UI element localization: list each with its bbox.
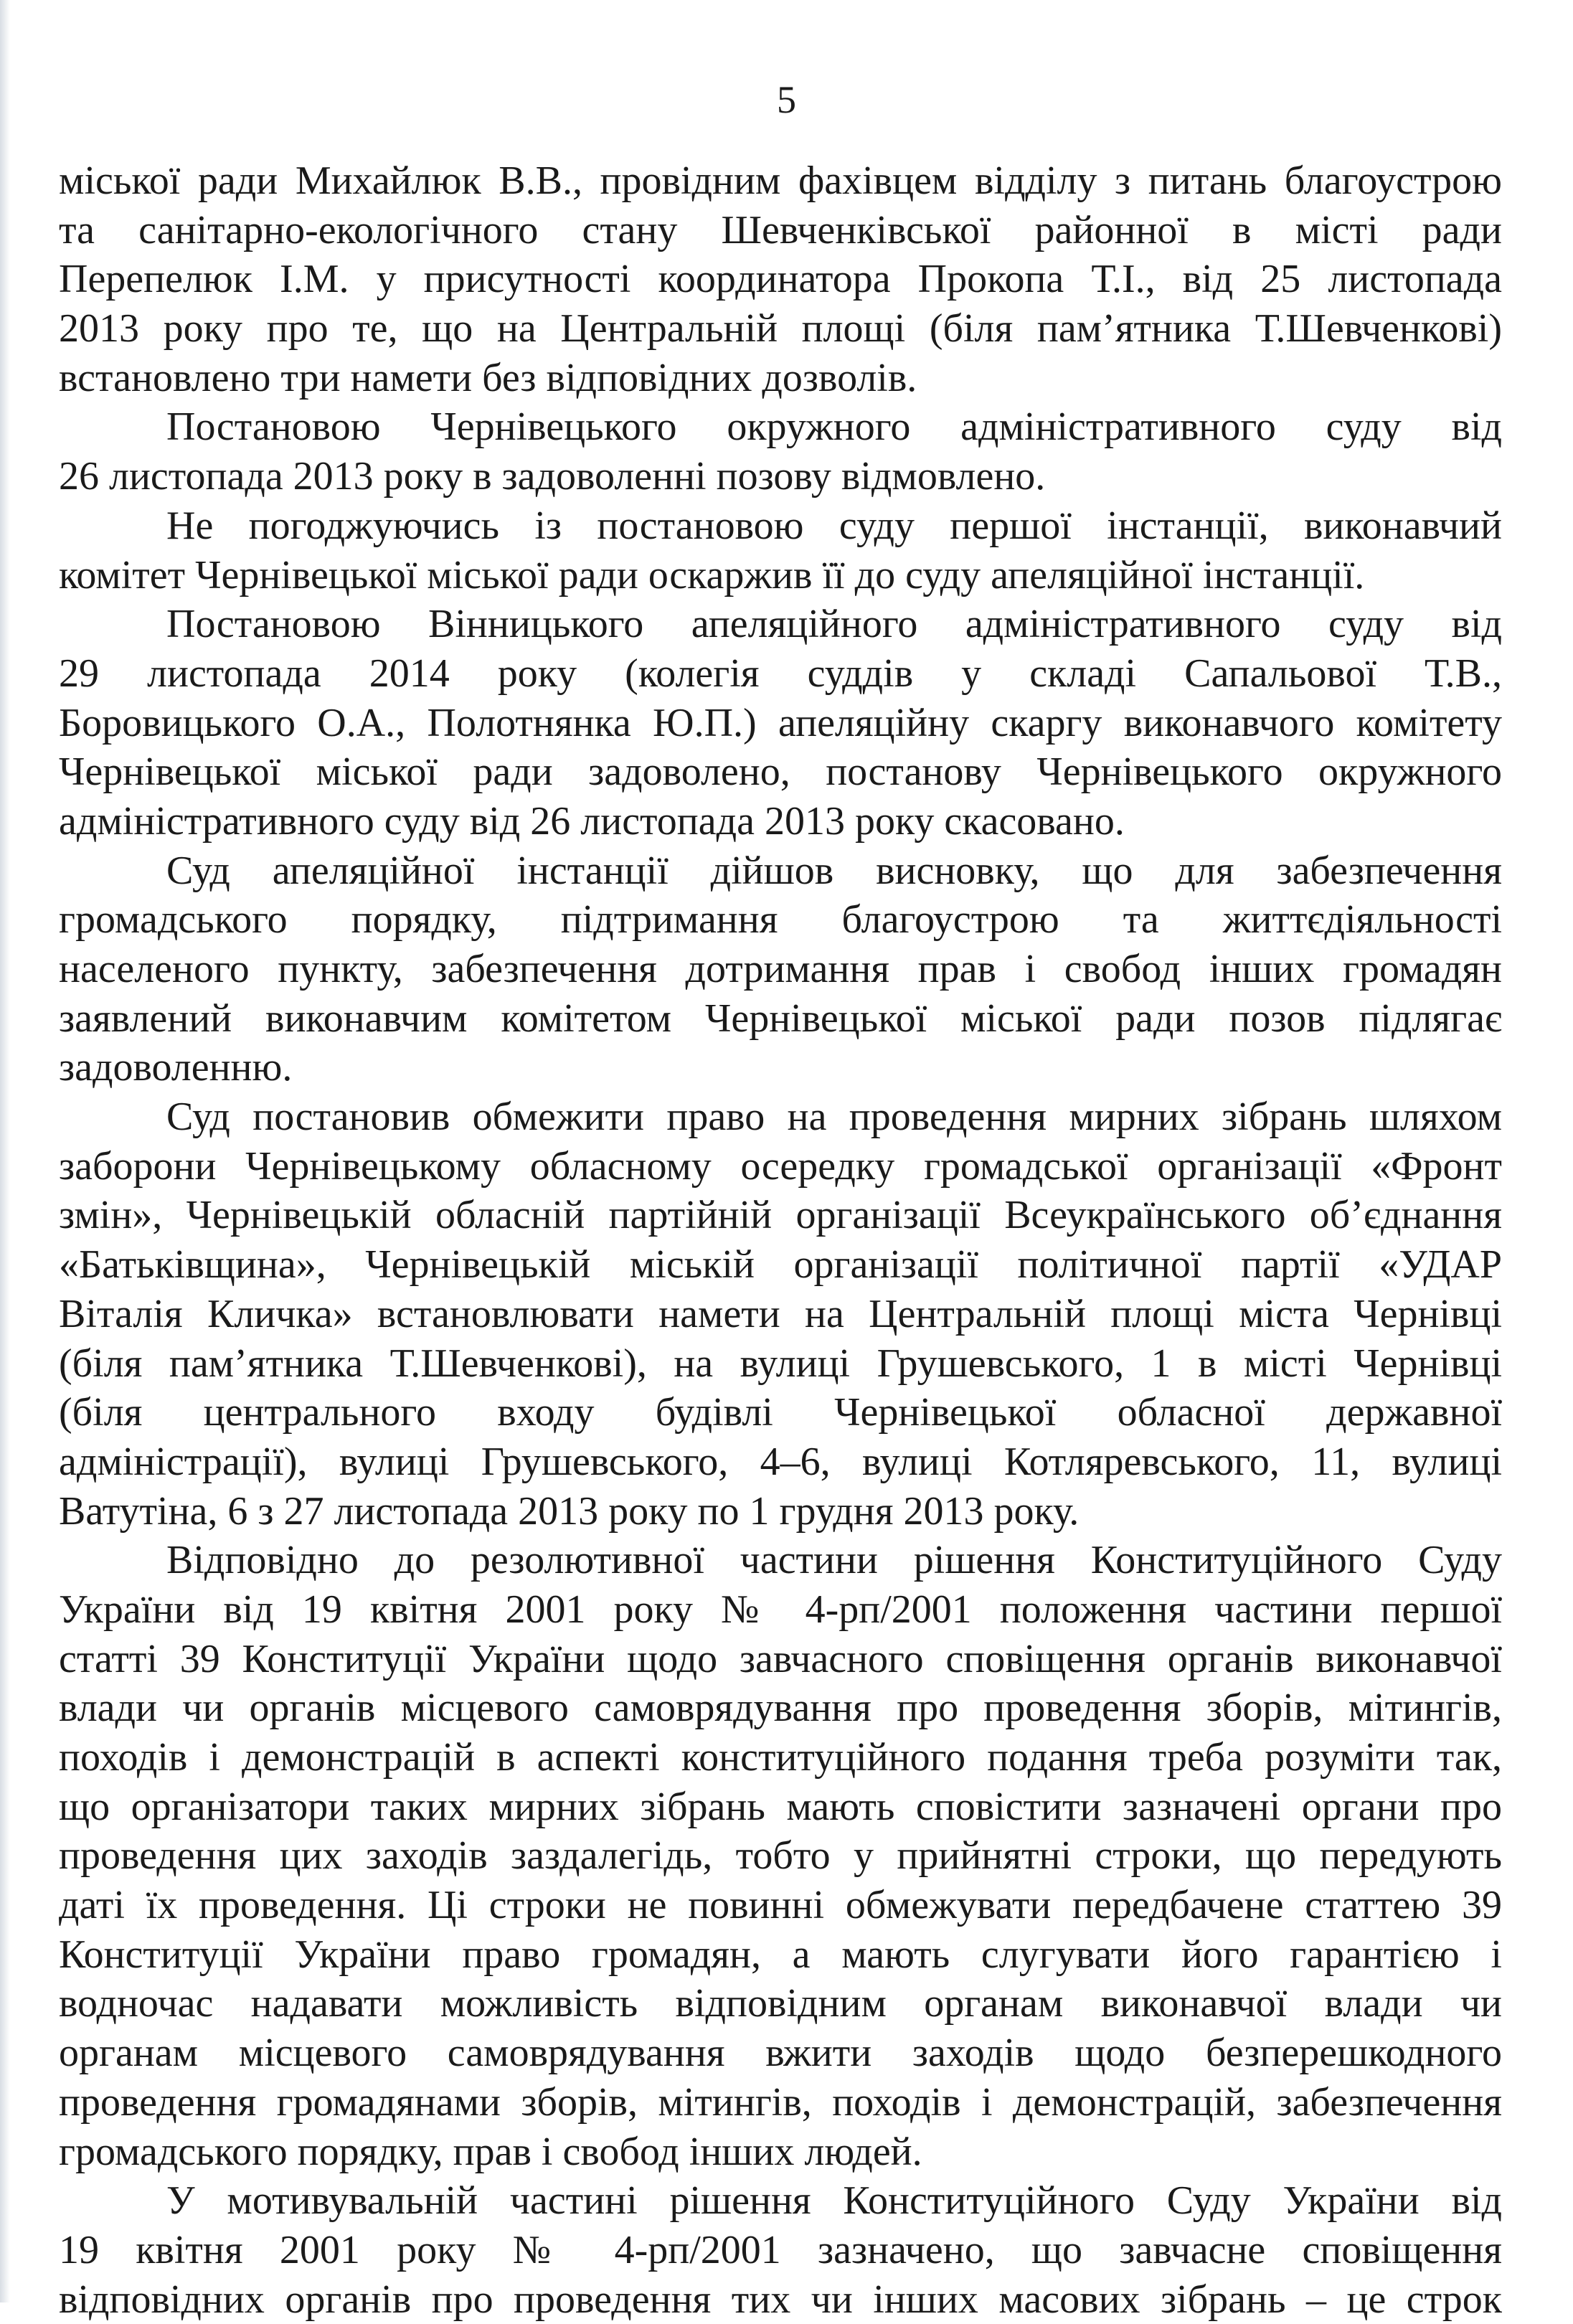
text-line: 29 листопада 2014 року (колегія суддів у складі Сапальової Т.В., — [59, 651, 1502, 696]
text-line: громадського порядку, прав і свобод інших людей. — [59, 2129, 922, 2174]
paragraph — [59, 2176, 1502, 2324]
text-line: Перепелюк І.М. у присутності координатора Прокопа Т.І., від 25 листопада — [59, 257, 1502, 302]
text-line: відповідних органів про проведення тих чи інших масових зібрань – це строк — [59, 2277, 1502, 2322]
text-line: 19 квітня 2001 року № 4-рп/2001 зазначено, що завчасне сповіщення — [59, 2227, 1502, 2272]
text-line: що організатори таких мирних зібрань мають сповістити зазначені органи про — [59, 1784, 1502, 1829]
text-line: (біля центрального входу будівлі Чернівецької обласної державної — [59, 1390, 1502, 1435]
text-line: проведення громадянами зборів, мітингів, походів і демонстрацій, забезпечення — [59, 2079, 1502, 2125]
paragraph — [59, 1092, 1502, 1536]
text-line: Ватутіна, 6 з 27 листопада 2013 року по 1 грудня 2013 року. — [59, 1488, 1080, 1534]
text-line: водночас надавати можливість відповідним органам виконавчої влади чи — [59, 1981, 1502, 2026]
page-number: 5 — [777, 78, 796, 121]
text-line: У мотивувальній частині рішення Конституційного Суду України від — [166, 2178, 1502, 2224]
text-line: міської ради Михайлюк В.В., провідним фахівцем відділу з питань благоустрою — [59, 159, 1502, 203]
text-line: Боровицького О.А., Полотнянка Ю.П.) апеляційну скаргу виконавчого комітету — [59, 700, 1502, 745]
text-line: Віталія Кличка» встановлювати намети на Центральній площі міста Чернівці — [59, 1291, 1502, 1336]
text-line: населеного пункту, забезпечення дотримання прав і свобод інших громадян — [59, 947, 1502, 991]
text-line: Постановою Вінницького апеляційного адміністративного суду від — [166, 602, 1502, 647]
text-line: України від 19 квітня 2001 року № 4-рп/2001 положення частини першої — [59, 1587, 1502, 1632]
text-line: комітет Чернівецької міської ради оскаржив її до суду апеляційної інстанції. — [59, 552, 1365, 597]
text-line: задоволенню. — [59, 1045, 293, 1090]
text-line: (біля пам’ятника Т.Шевченкові), на вулиці Грушевського, 1 в місті Чернівці — [59, 1341, 1502, 1386]
text-line: Відповідно до резолютивної частини рішення Конституційного Суду — [166, 1538, 1502, 1583]
text-line: встановлено три намети без відповідних дозволів. — [59, 355, 917, 400]
text-line: даті їх проведення. Ці строки не повинні обмежувати передбачене статтею 39 — [59, 1883, 1502, 1928]
document-body — [59, 156, 1502, 2324]
text-line: влади чи органів місцевого самоврядування про проведення зборів, мітингів, — [59, 1686, 1502, 1731]
paragraph — [59, 600, 1502, 846]
text-line: Чернівецької міської ради задоволено, постанову Чернівецького окружного — [59, 750, 1502, 795]
paragraph — [59, 156, 1502, 402]
text-line: Конституції України право громадян, а мають слугувати його гарантією і — [59, 1932, 1502, 1977]
text-line: 2013 року про те, що на Центральній площі (біля пам’ятника Т.Шевченкові) — [59, 306, 1502, 351]
paragraph — [59, 402, 1502, 501]
text-line: заявлений виконавчим комітетом Чернівецької міської ради позов підлягає — [59, 996, 1502, 1041]
text-line: громадського порядку, підтримання благоустрою та життєдіяльності — [59, 897, 1502, 943]
text-line: статті 39 Конституції України щодо завчасного сповіщення органів виконавчої — [59, 1636, 1502, 1681]
paragraph — [59, 1536, 1502, 2176]
text-line: Не погоджуючись із постановою суду першої інстанції, виконавчий — [166, 503, 1502, 548]
text-line: «Батьківщина», Чернівецькій міській організації політичної партії «УДАР — [59, 1242, 1502, 1288]
text-line: органам місцевого самоврядування вжити заходів щодо безперешкодного — [59, 2031, 1502, 2076]
text-line: походів і демонстрацій в аспекті конституційного подання треба розуміти так, — [59, 1735, 1502, 1780]
text-line: адміністративного суду від 26 листопада 2013 року скасовано. — [59, 798, 1125, 844]
paragraph — [59, 846, 1502, 1092]
text-line: та санітарно-екологічного стану Шевченківської районної в місті ради — [59, 207, 1502, 252]
text-line: змін», Чернівецькій обласній партійній організації Всеукраїнського об’єднання — [59, 1193, 1502, 1238]
scan-edge-shadow — [0, 0, 10, 2302]
text-line: адміністрації), вулиці Грушевського, 4–6, вулиці Котляревського, 11, вулиці — [59, 1439, 1502, 1484]
paragraph — [59, 501, 1502, 600]
text-line: 26 листопада 2013 року в задоволенні позову відмовлено. — [59, 454, 1046, 499]
text-line: Суд апеляційної інстанції дійшов висновку, що для забезпечення — [166, 848, 1502, 893]
text-line: проведення цих заходів заздалегідь, тобто у прийнятні строки, що передують — [59, 1833, 1502, 1879]
text-line: заборони Чернівецькому обласному осередку громадської організації «Фронт — [59, 1143, 1502, 1189]
text-line: Суд постановив обмежити право на проведення мирних зібрань шляхом — [166, 1095, 1502, 1140]
text-line: Постановою Чернівецького окружного адміністративного суду від — [166, 405, 1502, 450]
